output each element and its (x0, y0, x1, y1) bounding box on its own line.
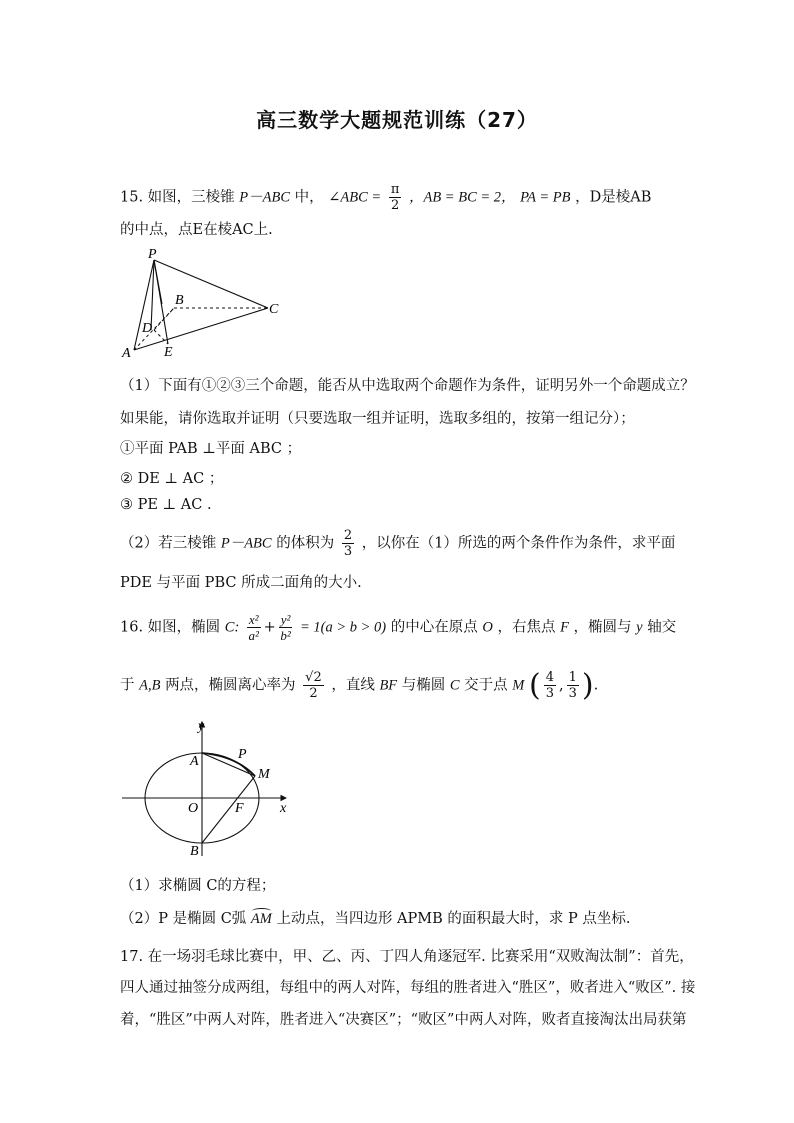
fig15-label-c: C (269, 302, 279, 317)
fig16-label-o: O (188, 801, 199, 816)
q15-part1-line2: 如果能，请你选取并证明（只要选取一组并证明，选取多组的，按第一组记分）； (120, 411, 635, 427)
fig16-label-a: A (190, 754, 199, 769)
fig16-label-y: y (198, 719, 205, 734)
q16-part2: （2）P 是椭圆 C弧 AM 上动点，当四边形 APMB 的面积最大时，求 P 点坐标. (120, 911, 631, 927)
fig16-label-x: x (280, 801, 287, 816)
x-fraction: $\frac{\text{x²}}{\text{a²}}$ (248, 612, 259, 643)
ellipse-figure (118, 716, 298, 861)
y-fraction: $\frac{\text{y²}}{\text{b²}}$ (280, 612, 291, 643)
q15-part1-line1: （1）下面有①②③三个命题，能否从中选取两个命题作为条件，证明另外一个命题成立？ (120, 378, 695, 394)
fig15-label-d: D (142, 321, 153, 336)
arc-am: AM (250, 911, 272, 927)
fig16-label-f: F (235, 801, 244, 816)
fig15-label-p: P (148, 247, 157, 262)
q15-prop2: ② DE ⊥ AC ； (120, 471, 224, 487)
fig15-label-b: B (175, 293, 184, 308)
q15-number: 15. (120, 189, 144, 206)
q17-line2: 四人通过抽签分成两组，每组中的两人对阵，每组的胜者进入“胜区”，败者进入“败区”. 接 (120, 980, 696, 996)
page-title: 高三数学大题规范训练（27） (256, 108, 538, 132)
eccentricity-fraction: $\frac{√2}{2}$ (305, 670, 322, 701)
fig16-label-b: B (190, 844, 199, 859)
fig15-label-a: A (122, 346, 131, 361)
pyramid-figure (118, 246, 288, 361)
q16-line2: 于 A,B 两点，椭圆离心率为 $\frac{√2}{2}$ ，直线 BF 与椭圆 C 交于点 M ( $\frac{4}{3}$ , $\frac{1}{3}$ ). (120, 668, 599, 703)
q17-line1: 17. 在一场羽毛球比赛中，甲、乙、丙、丁四人角逐冠军. 比赛采用“双败淘汰制”：首先， (120, 949, 694, 965)
q15-prop3: ③ PE ⊥ AC . (120, 497, 212, 513)
volume-fraction: $\frac{2}{3}$ (343, 528, 353, 559)
fig15-label-e: E (164, 345, 173, 360)
q16-line1: 16. 如图，椭圆 C: $\frac{\text{x²}}{\text{a²}}$ + $\frac{\text{y²}}{\text{b²}}$ = 1(a > b > 0) 的中心在原点 O ，右焦点 F ，椭圆与 y 轴交 (120, 612, 677, 643)
q15-line2: 的中点，点E在棱AC上. (120, 222, 273, 238)
q17-line3: 着，“胜区”中两人对阵，胜者进入“决赛区”；“败区”中两人对阵，败者直接淘汰出局获第 (120, 1012, 687, 1028)
m-y-fraction: $\frac{1}{3}$ (568, 670, 577, 701)
q16-part1: （1）求椭圆 C的方程； (120, 878, 276, 894)
pi-over-2-fraction: $\frac{\pi}{2}$ (390, 182, 400, 213)
q15-part2-line1: （2）若三棱锥 P－ABC 的体积为 $\frac{2}{3}$ ，以你在（1）所选的两个条件作为条件，求平面 (120, 528, 676, 559)
q16-number: 16. (120, 619, 144, 636)
m-x-fraction: $\frac{4}{3}$ (545, 670, 554, 701)
q15-line1: 15. 如图，三棱锥 P－ABC 中， ∠ABC = $\frac{\pi}{2}$ ，AB = BC = 2， PA = PB ，D是棱AB (120, 182, 652, 213)
q15-part2-line2: PDE 与平面 PBC 所成二面角的大小. (120, 575, 362, 591)
fig16-label-p: P (238, 747, 247, 762)
fig16-label-m: M (258, 767, 270, 782)
q15-prop1: ①平面 PAB ⊥平面 ABC ； (120, 441, 302, 457)
